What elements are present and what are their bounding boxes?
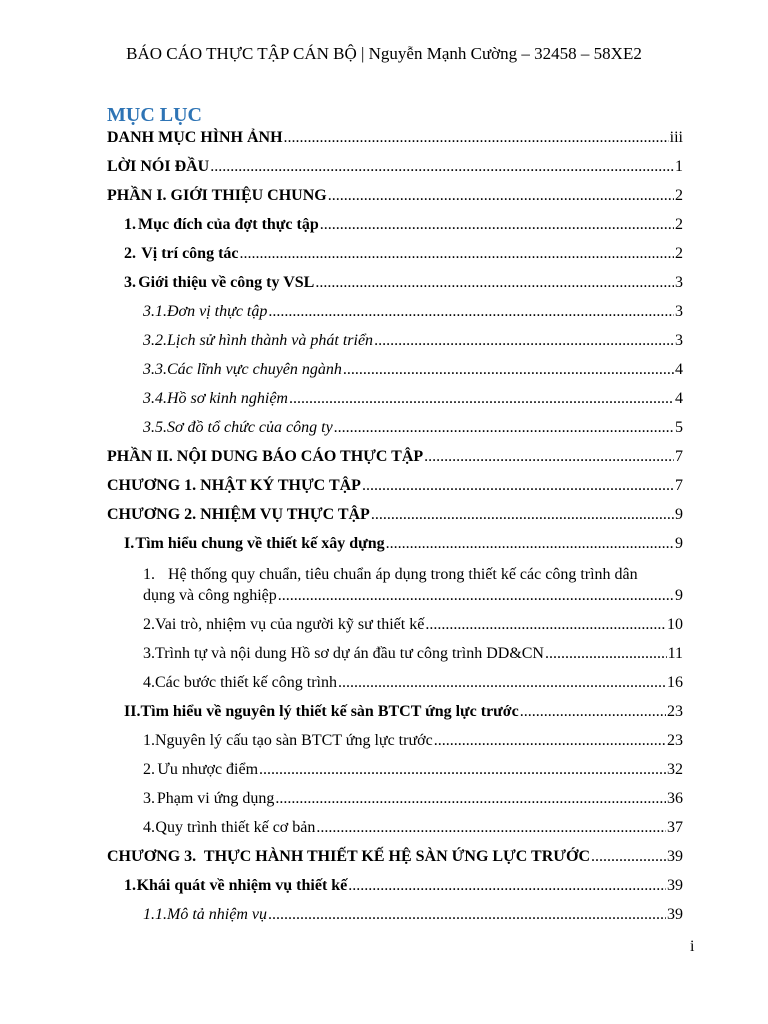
toc-entry-number: 3.1. — [143, 303, 167, 320]
toc-page-number: 16 — [667, 674, 683, 691]
toc-entry-text: Phạm vi ứng dụng — [156, 790, 275, 807]
toc-leader — [284, 128, 669, 148]
toc-entry-number: 1.1. — [143, 906, 167, 923]
toc-entry-2-position[interactable] — [124, 244, 683, 264]
toc-entry-list-of-figures[interactable] — [107, 128, 683, 148]
toc-entry-chapter-3[interactable] — [107, 847, 683, 867]
toc-entry-II-1[interactable] — [143, 731, 683, 751]
toc-entry-text-continued: dụng và công nghiệp — [143, 587, 277, 604]
toc-entry-text: CHƯƠNG 2. NHIỆM VỤ THỰC TẬP — [107, 506, 370, 523]
toc-entry-part-1[interactable] — [107, 186, 683, 206]
toc-leader — [328, 186, 674, 206]
toc-entry-text: Tìm hiểu về nguyên lý thiết kế sàn BTCT ứng lực trước — [140, 703, 519, 720]
toc-leader — [240, 244, 674, 264]
toc-leader — [343, 360, 674, 380]
toc-entry-II-3[interactable] — [143, 789, 683, 809]
toc-entry-number: 2. — [124, 245, 136, 262]
toc-leader — [362, 476, 674, 496]
page-number-footer: i — [690, 938, 695, 955]
toc-page-number: 9 — [675, 535, 683, 552]
toc-entry-text: Đơn vị thực tập — [167, 303, 268, 320]
toc-leader — [315, 273, 674, 293]
toc-page-number: 37 — [667, 819, 683, 836]
toc-entry-3-company[interactable] — [124, 273, 683, 293]
toc-entry-chapter-1[interactable] — [107, 476, 683, 496]
toc-entry-text: Mô tả nhiệm vụ — [167, 906, 267, 923]
toc-entry-section-II[interactable] — [124, 702, 683, 722]
toc-leader — [259, 760, 666, 780]
toc-leader — [374, 331, 674, 351]
toc-page-number: 3 — [675, 274, 683, 291]
toc-entry-text: Vị trí công tác — [141, 245, 239, 262]
toc-entry-II-4[interactable] — [143, 818, 683, 838]
toc-page-number: 32 — [667, 761, 683, 778]
toc-page-number: iii — [669, 129, 683, 146]
toc-entry-text: Trình tự và nội dung Hồ sơ dự án đầu tư công trình DD&CN — [155, 645, 544, 662]
page-header: BÁO CÁO THỰC TẬP CÁN BỘ | Nguyễn Mạnh Cường – 32458 – 58XE2 — [126, 44, 642, 63]
toc-page-number: 2 — [675, 187, 683, 204]
toc-entry-text: Các lĩnh vực chuyên ngành — [167, 361, 342, 378]
toc-page-number: 4 — [675, 361, 683, 378]
toc-entry-number: 4. — [143, 674, 155, 691]
toc-leader — [278, 586, 674, 606]
toc-leader — [268, 905, 666, 925]
toc-entry-number: 3.4. — [143, 390, 167, 407]
toc-entry-II-2[interactable] — [143, 760, 683, 780]
toc-entry-text: CHƯƠNG 3. THỰC HÀNH THIẾT KẾ HỆ SÀN ỨNG LỰC TRƯỚC — [107, 848, 591, 865]
toc-page-number: 39 — [667, 906, 683, 923]
toc-entry-number: II. — [124, 703, 141, 720]
toc-page-number: 39 — [667, 848, 683, 865]
toc-entry-number: 1. — [143, 732, 155, 749]
toc-entry-3-4[interactable] — [143, 389, 683, 409]
toc-entry-text: Lịch sử hình thành và phát triển — [167, 332, 374, 349]
toc-entry-text: Ưu nhược điểm — [157, 761, 259, 778]
toc-page-number: 2 — [675, 216, 683, 233]
toc-entry-text: Sơ đồ tổ chức của công ty — [167, 419, 333, 436]
toc-leader — [338, 673, 666, 693]
toc-entry-number: 2. — [143, 761, 155, 778]
toc-page-number: 39 — [667, 877, 683, 894]
toc-entry-3-1[interactable] — [143, 302, 683, 322]
toc-leader — [386, 534, 674, 554]
toc-entry-number: 3.2. — [143, 332, 167, 349]
toc-entry-text: DANH MỤC HÌNH ẢNH — [107, 129, 283, 146]
toc-entry-text: Các bước thiết kế công trình — [155, 674, 337, 691]
toc-entry-text: Vai trò, nhiệm vụ của người kỹ sư thiết kế — [155, 616, 425, 633]
toc-entry-3-overview[interactable] — [124, 876, 683, 896]
toc-entry-chapter-2[interactable] — [107, 505, 683, 525]
toc-leader — [425, 615, 666, 635]
toc-entry-I-2[interactable] — [143, 615, 683, 635]
toc-entry-text: Khái quát về nhiệm vụ thiết kế — [136, 877, 348, 894]
toc-page-number: 11 — [667, 645, 683, 662]
toc-entry-number: 3. — [143, 645, 155, 662]
toc-entry-number: 2. — [143, 616, 155, 633]
toc-leader — [434, 731, 666, 751]
toc-leader — [320, 215, 674, 235]
toc-leader — [348, 876, 666, 896]
toc-leader — [210, 157, 674, 177]
toc-page-number: 7 — [675, 448, 683, 465]
toc-page-number: 9 — [675, 506, 683, 523]
toc-entry-part-2[interactable] — [107, 447, 683, 467]
toc-entry-number: 1. — [143, 566, 155, 583]
toc-page-number: 4 — [675, 390, 683, 407]
toc-leader — [520, 702, 666, 722]
toc-page-number: 10 — [667, 616, 683, 633]
toc-entry-text: CHƯƠNG 1. NHẬT KÝ THỰC TẬP — [107, 477, 361, 494]
toc-entry-3-3[interactable] — [143, 360, 683, 380]
toc-leader — [545, 644, 667, 664]
toc-entry-number: 3. — [124, 274, 136, 291]
toc-leader — [334, 418, 674, 438]
toc-entry-number: 1. — [124, 216, 136, 233]
toc-entry-I-3[interactable] — [143, 644, 683, 664]
toc-entry-number: 3.3. — [143, 361, 167, 378]
toc-entry-text: Nguyên lý cấu tạo sàn BTCT ứng lực trước — [155, 732, 433, 749]
toc-entry-1-purpose[interactable] — [124, 215, 683, 235]
toc-entry-foreword[interactable] — [107, 157, 683, 177]
toc-entry-text: PHẦN II. NỘI DUNG BÁO CÁO THỰC TẬP — [107, 448, 424, 465]
toc-leader — [275, 789, 666, 809]
toc-entry-text: PHẦN I. GIỚI THIỆU CHUNG — [107, 187, 327, 204]
toc-entry-number: 1. — [124, 877, 136, 894]
toc-leader — [424, 447, 674, 467]
toc-leader — [371, 505, 674, 525]
toc-page-number: 3 — [675, 332, 683, 349]
toc-entry-text: Quy trình thiết kế cơ bản — [155, 819, 316, 836]
toc-leader — [591, 847, 666, 867]
toc-page-number: 1 — [675, 158, 683, 175]
toc-page-number: 9 — [675, 587, 683, 604]
toc-page-number: 2 — [675, 245, 683, 262]
toc-page-number: 7 — [675, 477, 683, 494]
toc-entry-section-I[interactable] — [124, 534, 683, 554]
toc-leader — [268, 302, 674, 322]
toc-entry-number: 3. — [143, 790, 155, 807]
toc-entry-I-4[interactable] — [143, 673, 683, 693]
toc-entry-text: LỜI NÓI ĐẦU — [107, 158, 210, 175]
toc-entry-text: Mục đích của đợt thực tập — [138, 216, 319, 233]
toc-entry-text: Giới thiệu về công ty VSL — [138, 274, 315, 291]
toc-entry-number: 4. — [143, 819, 155, 836]
toc-page-number: 23 — [667, 703, 683, 720]
toc-page-number: 3 — [675, 303, 683, 320]
toc-entry-text: Tìm hiểu chung về thiết kế xây dựng — [135, 535, 385, 552]
toc-entry-text: Hệ thống quy chuẩn, tiêu chuẩn áp dụng trong thiết kế các công trình dân — [168, 566, 638, 583]
toc-leader — [316, 818, 666, 838]
toc-title: MỤC LỤC — [107, 104, 202, 126]
toc-page-number: 23 — [667, 732, 683, 749]
toc-entry-I-1-line1[interactable] — [143, 565, 683, 585]
toc-entry-number: 3.5. — [143, 419, 167, 436]
toc-leader — [289, 389, 674, 409]
toc-entry-number: I. — [124, 535, 135, 552]
toc-entry-I-1-line2[interactable] — [143, 586, 683, 606]
toc-entry-3-2[interactable] — [143, 331, 683, 351]
toc-entry-3-5[interactable] — [143, 418, 683, 438]
toc-page-number: 36 — [667, 790, 683, 807]
toc-entry-1-1[interactable] — [143, 905, 683, 925]
toc-entry-text: Hồ sơ kinh nghiệm — [167, 390, 288, 407]
toc-page-number: 5 — [675, 419, 683, 436]
